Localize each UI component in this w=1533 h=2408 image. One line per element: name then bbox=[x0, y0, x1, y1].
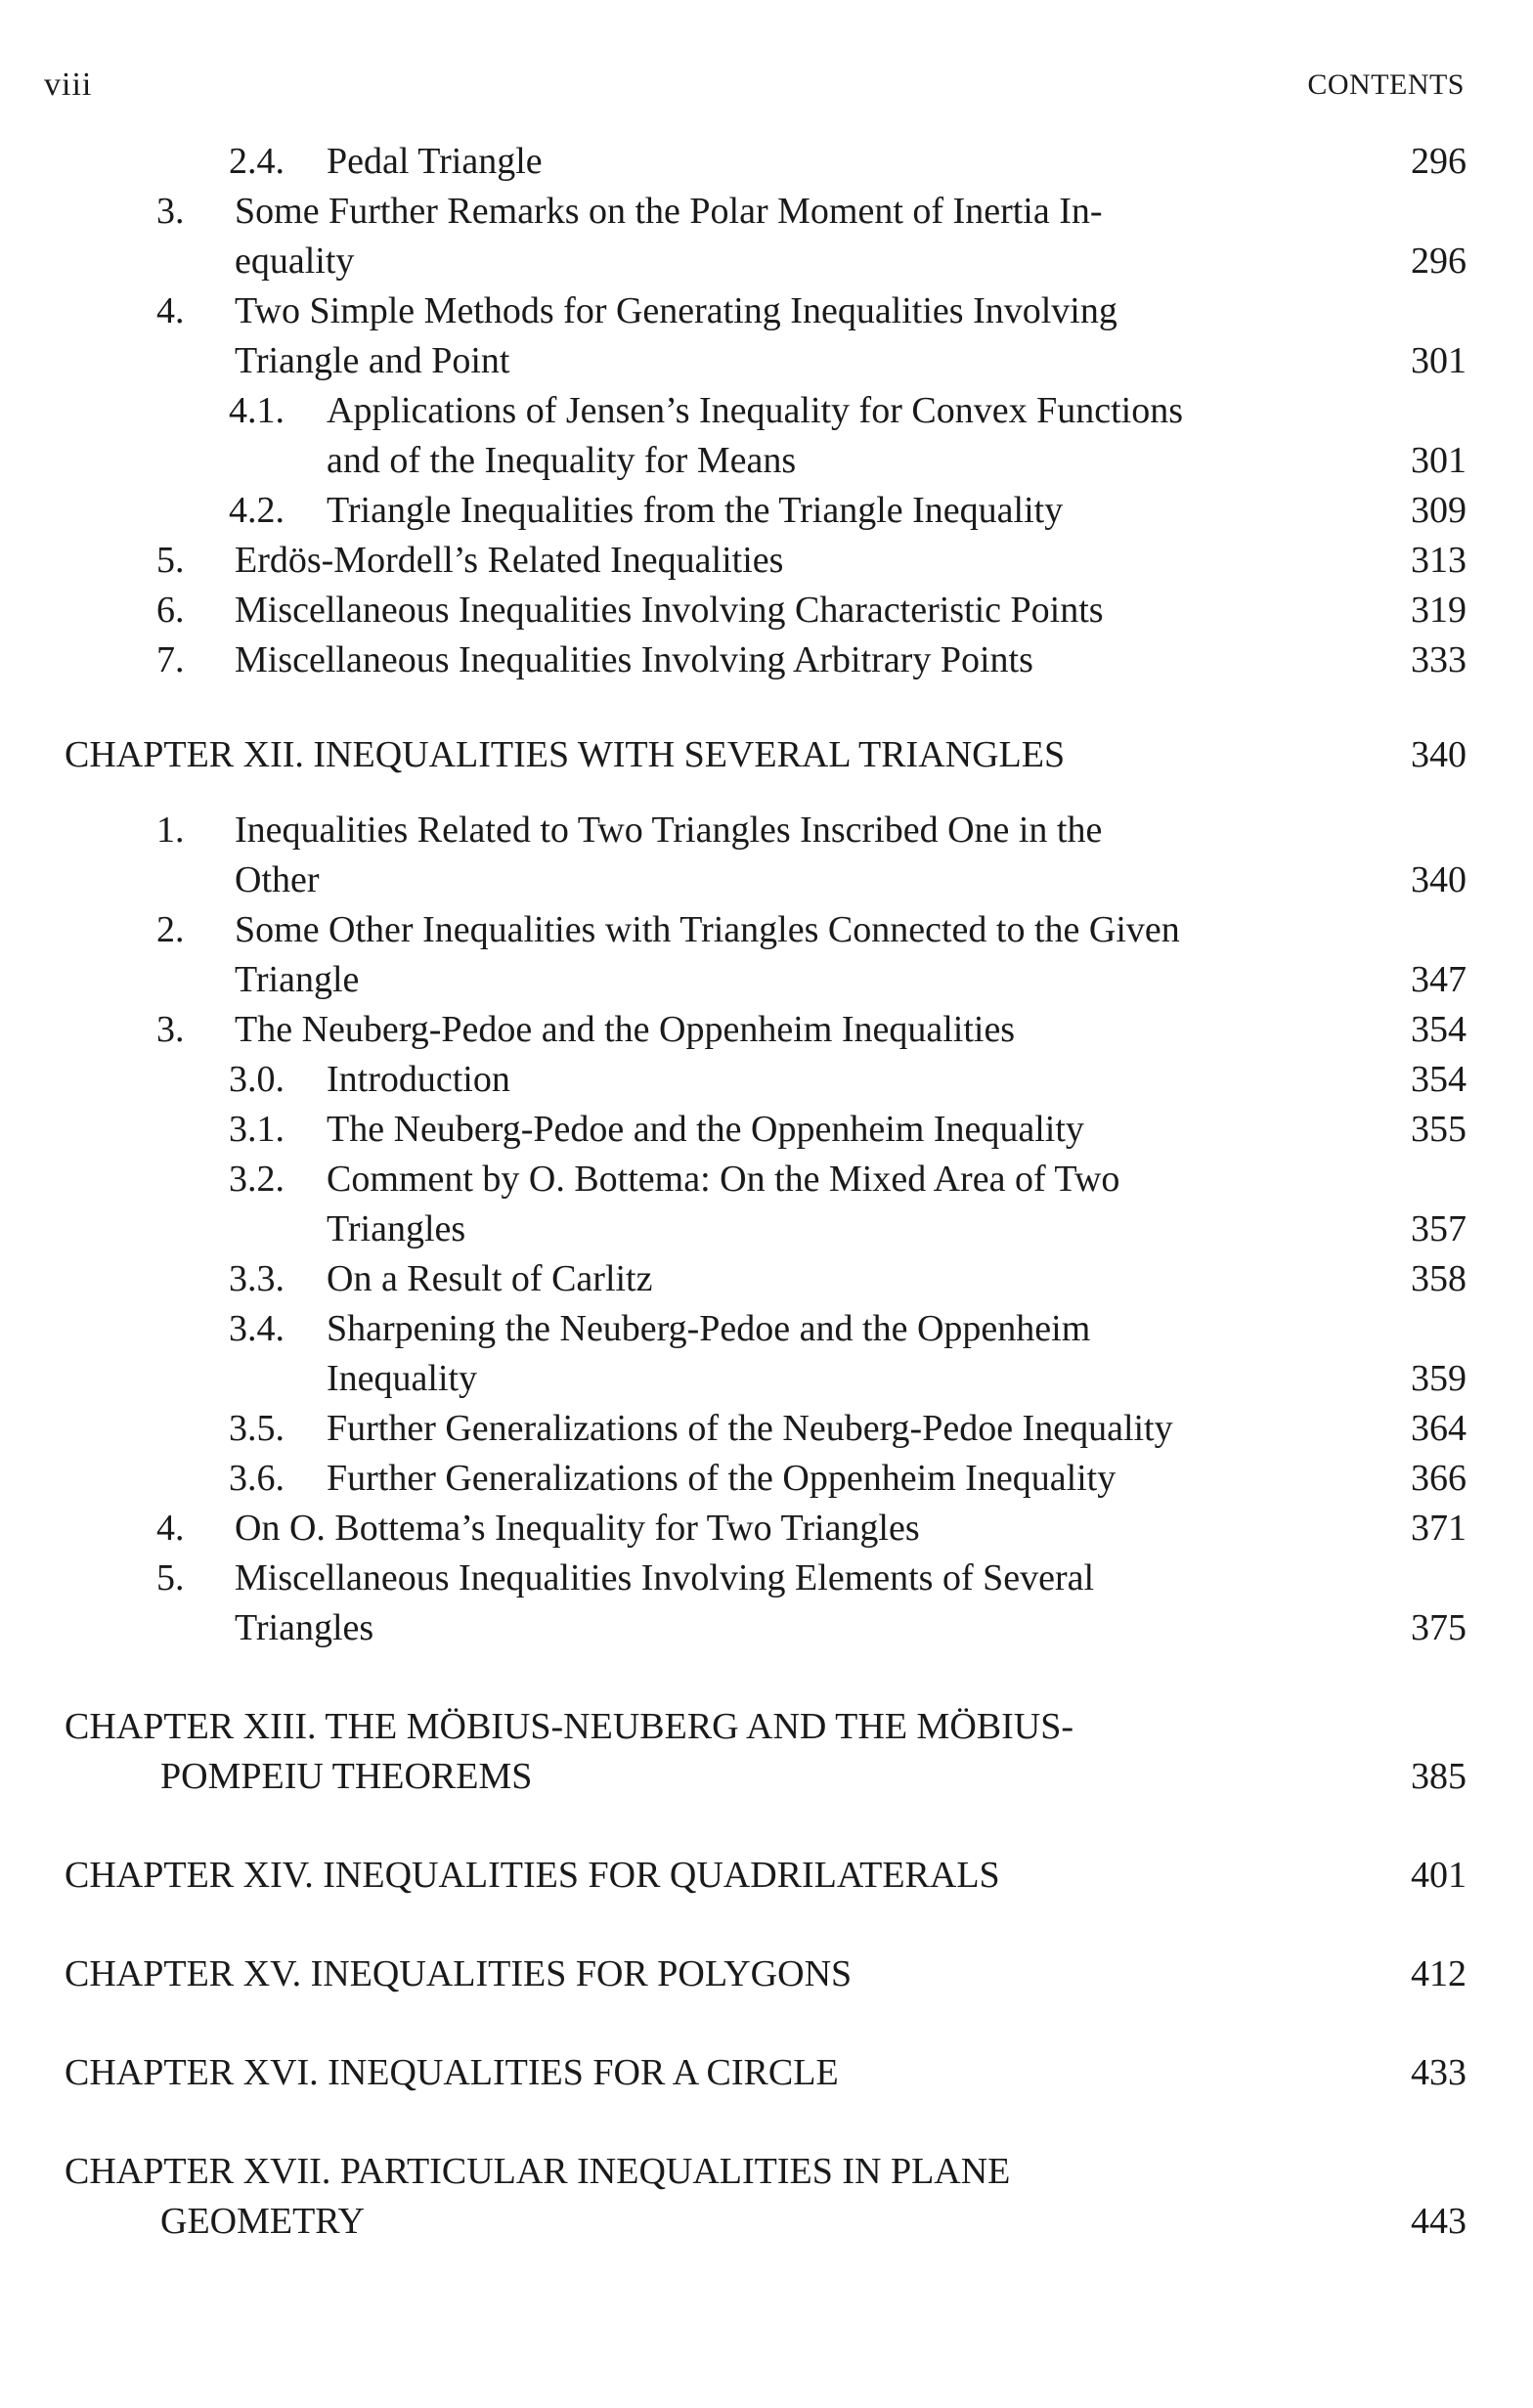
table-of-contents bbox=[0, 137, 1533, 2247]
entry-title-line: Some Further Remarks on the Polar Moment of Inertia In- bbox=[235, 191, 1103, 232]
toc-entry-1 bbox=[0, 806, 1533, 905]
entry-title-line: Triangle Inequalities from the Triangle Inequality bbox=[327, 490, 1064, 531]
toc-chapter-xv bbox=[0, 1949, 1533, 1999]
entry-number: 5. bbox=[156, 1557, 185, 1598]
section-gap bbox=[0, 1999, 1533, 2048]
entry-number: 6. bbox=[156, 590, 185, 631]
entry-page: 357 bbox=[1411, 1208, 1467, 1249]
entry-page: 296 bbox=[1411, 241, 1467, 282]
entry-title-line: The Neuberg-Pedoe and the Oppenheim Inequality bbox=[327, 1109, 1084, 1150]
entry-title-line: and of the Inequality for Means bbox=[327, 440, 797, 481]
entry-number: 2.4. bbox=[229, 141, 285, 182]
chapter-page: 385 bbox=[1411, 1756, 1467, 1797]
section-gap bbox=[0, 780, 1533, 806]
entry-page: 333 bbox=[1411, 639, 1467, 680]
chapter-page: 340 bbox=[1411, 734, 1467, 775]
toc-entry-7 bbox=[0, 635, 1533, 685]
chapter-page: 401 bbox=[1411, 1855, 1467, 1896]
entry-title bbox=[235, 635, 1033, 685]
entry-title-line: On a Result of Carlitz bbox=[327, 1258, 653, 1299]
entry-number: 3. bbox=[156, 191, 185, 232]
toc-entry-6 bbox=[0, 586, 1533, 635]
section-gap bbox=[0, 2098, 1533, 2147]
entry-title bbox=[327, 1454, 1116, 1504]
entry-page: 375 bbox=[1411, 1607, 1467, 1648]
entry-page: 340 bbox=[1411, 859, 1467, 900]
entry-number: 3.3. bbox=[229, 1258, 285, 1299]
entry-title-line: Sharpening the Neuberg-Pedoe and the Oppenheim bbox=[327, 1308, 1091, 1349]
entry-title-line: On O. Bottema’s Inequality for Two Triangles bbox=[235, 1508, 920, 1549]
entry-title-line: Two Simple Methods for Generating Inequalities Involving bbox=[235, 290, 1117, 331]
page-folio: viii bbox=[44, 66, 93, 103]
entry-number: 5. bbox=[156, 540, 185, 581]
section-gap bbox=[0, 685, 1533, 730]
entry-number: 4.2. bbox=[229, 490, 285, 531]
section-gap bbox=[0, 1901, 1533, 1949]
toc-entry-3 bbox=[0, 187, 1533, 286]
running-title: CONTENTS bbox=[1307, 68, 1465, 101]
toc-entry-4 bbox=[0, 286, 1533, 386]
chapter-title bbox=[65, 2147, 1010, 2247]
toc-entry-2 bbox=[0, 905, 1533, 1005]
chapter-title-line: GEOMETRY bbox=[160, 2201, 365, 2242]
entry-number: 2. bbox=[156, 909, 185, 950]
entry-title bbox=[235, 1554, 1094, 1653]
entry-title-line: Other bbox=[235, 859, 320, 900]
entry-title bbox=[235, 1005, 1015, 1055]
toc-entry-5-misc bbox=[0, 1554, 1533, 1653]
chapter-title bbox=[65, 730, 1065, 780]
entry-page: 359 bbox=[1411, 1358, 1467, 1399]
entry-page: 319 bbox=[1411, 590, 1467, 631]
entry-page: 301 bbox=[1411, 340, 1467, 381]
entry-title-line: Further Generalizations of the Oppenheim Inequality bbox=[327, 1458, 1117, 1499]
entry-title-line: Triangle bbox=[235, 959, 360, 1000]
toc-chapter-xvii bbox=[0, 2147, 1533, 2247]
chapter-title-line: CHAPTER XVI. INEQUALITIES FOR A CIRCLE bbox=[65, 2052, 839, 2093]
entry-number: 7. bbox=[156, 639, 185, 680]
entry-page: 313 bbox=[1411, 540, 1467, 581]
toc-chapter-xii bbox=[0, 730, 1533, 780]
entry-title-line: Applications of Jensen’s Inequality for Convex Functions bbox=[327, 390, 1183, 431]
entry-number: 3.4. bbox=[229, 1308, 285, 1349]
entry-title-line: Inequality bbox=[327, 1358, 478, 1399]
entry-title-line: Triangle and Point bbox=[235, 340, 510, 381]
section-gap bbox=[0, 1802, 1533, 1851]
entry-title bbox=[327, 1304, 1090, 1404]
toc-entry-3-4 bbox=[0, 1304, 1533, 1404]
entry-title-line: Erdös-Mordell’s Related Inequalities bbox=[235, 540, 784, 581]
toc-entry-4-2 bbox=[0, 486, 1533, 536]
entry-number: 4. bbox=[156, 1508, 185, 1549]
entry-title bbox=[327, 1055, 510, 1105]
chapter-title-line: CHAPTER XII. INEQUALITIES WITH SEVERAL TRIANGLES bbox=[65, 734, 1066, 775]
entry-number: 3. bbox=[156, 1009, 185, 1050]
entry-title bbox=[327, 1105, 1084, 1155]
entry-title-line: Further Generalizations of the Neuberg-Pedoe Inequality bbox=[327, 1408, 1173, 1449]
entry-page: 358 bbox=[1411, 1258, 1467, 1299]
entry-title-line: Inequalities Related to Two Triangles Inscribed One in the bbox=[235, 810, 1103, 851]
toc-chapter-xvi bbox=[0, 2048, 1533, 2098]
chapter-title bbox=[65, 1702, 1073, 1802]
toc-entry-4-1 bbox=[0, 386, 1533, 486]
chapter-title-line: CHAPTER XV. INEQUALITIES FOR POLYGONS bbox=[65, 1953, 853, 1994]
chapter-page: 433 bbox=[1411, 2052, 1467, 2093]
entry-page: 364 bbox=[1411, 1408, 1467, 1449]
entry-title bbox=[327, 1155, 1119, 1254]
entry-page: 371 bbox=[1411, 1508, 1467, 1549]
entry-number: 3.1. bbox=[229, 1109, 285, 1150]
entry-page: 366 bbox=[1411, 1458, 1467, 1499]
entry-title bbox=[235, 806, 1102, 905]
toc-entry-4-bottema bbox=[0, 1504, 1533, 1554]
entry-title bbox=[235, 286, 1117, 386]
toc-entry-3-3 bbox=[0, 1254, 1533, 1304]
toc-entry-3-1 bbox=[0, 1105, 1533, 1155]
chapter-title-line: POMPEIU THEOREMS bbox=[160, 1756, 533, 1797]
entry-page: 296 bbox=[1411, 141, 1467, 182]
entry-number: 3.0. bbox=[229, 1059, 285, 1100]
entry-title bbox=[235, 536, 783, 586]
chapter-title-line: CHAPTER XIV. INEQUALITIES FOR QUADRILATERALS bbox=[65, 1855, 1000, 1896]
entry-title bbox=[235, 586, 1104, 635]
entry-title-line: Miscellaneous Inequalities Involving Elements of Several bbox=[235, 1557, 1095, 1598]
entry-title bbox=[327, 386, 1183, 486]
chapter-title bbox=[65, 1851, 1000, 1901]
entry-title-line: Triangles bbox=[327, 1208, 466, 1249]
entry-title bbox=[235, 187, 1103, 286]
entry-number: 1. bbox=[156, 810, 185, 851]
chapter-title bbox=[65, 1949, 852, 1999]
chapter-page: 412 bbox=[1411, 1953, 1467, 1994]
entry-title bbox=[327, 1254, 652, 1304]
entry-page: 301 bbox=[1411, 440, 1467, 481]
entry-title bbox=[235, 1504, 920, 1554]
section-gap bbox=[0, 1653, 1533, 1702]
chapter-page: 443 bbox=[1411, 2201, 1467, 2242]
entry-title-line: Introduction bbox=[327, 1059, 510, 1100]
toc-entry-3-2 bbox=[0, 1155, 1533, 1254]
entry-title bbox=[327, 1404, 1173, 1454]
entry-page: 347 bbox=[1411, 959, 1467, 1000]
entry-page: 355 bbox=[1411, 1109, 1467, 1150]
entry-title-line: Miscellaneous Inequalities Involving Arbitrary Points bbox=[235, 639, 1033, 680]
entry-title-line: Triangles bbox=[235, 1607, 374, 1648]
chapter-title-line: CHAPTER XIII. THE MÖBIUS-NEUBERG AND THE MÖBIUS- bbox=[65, 1706, 1073, 1747]
toc-entry-3-0 bbox=[0, 1055, 1533, 1105]
entry-number: 3.6. bbox=[229, 1458, 285, 1499]
chapter-title bbox=[65, 2048, 839, 2098]
entry-title-line: Miscellaneous Inequalities Involving Characteristic Points bbox=[235, 590, 1104, 631]
toc-entry-3-neuberg bbox=[0, 1005, 1533, 1055]
toc-entry-5 bbox=[0, 536, 1533, 586]
entry-title-line: Pedal Triangle bbox=[327, 141, 543, 182]
entry-title bbox=[327, 137, 543, 187]
entry-number: 4. bbox=[156, 290, 185, 331]
chapter-title-line: CHAPTER XVII. PARTICULAR INEQUALITIES IN PLANE bbox=[65, 2151, 1011, 2192]
toc-chapter-xiii bbox=[0, 1702, 1533, 1802]
entry-title-line: Comment by O. Bottema: On the Mixed Area of Two bbox=[327, 1159, 1120, 1200]
entry-title-line: Some Other Inequalities with Triangles Connected to the Given bbox=[235, 909, 1180, 950]
entry-title bbox=[327, 486, 1063, 536]
entry-page: 309 bbox=[1411, 490, 1467, 531]
entry-number: 3.2. bbox=[229, 1159, 285, 1200]
entry-page: 354 bbox=[1411, 1059, 1467, 1100]
toc-entry-2-4 bbox=[0, 137, 1533, 187]
toc-entry-3-6 bbox=[0, 1454, 1533, 1504]
entry-title bbox=[235, 905, 1180, 1005]
entry-title-line: The Neuberg-Pedoe and the Oppenheim Inequalities bbox=[235, 1009, 1016, 1050]
entry-title-line: equality bbox=[235, 241, 355, 282]
entry-number: 3.5. bbox=[229, 1408, 285, 1449]
toc-entry-3-5 bbox=[0, 1404, 1533, 1454]
toc-chapter-xiv bbox=[0, 1851, 1533, 1901]
entry-page: 354 bbox=[1411, 1009, 1467, 1050]
running-head bbox=[44, 61, 1465, 103]
entry-number: 4.1. bbox=[229, 390, 285, 431]
